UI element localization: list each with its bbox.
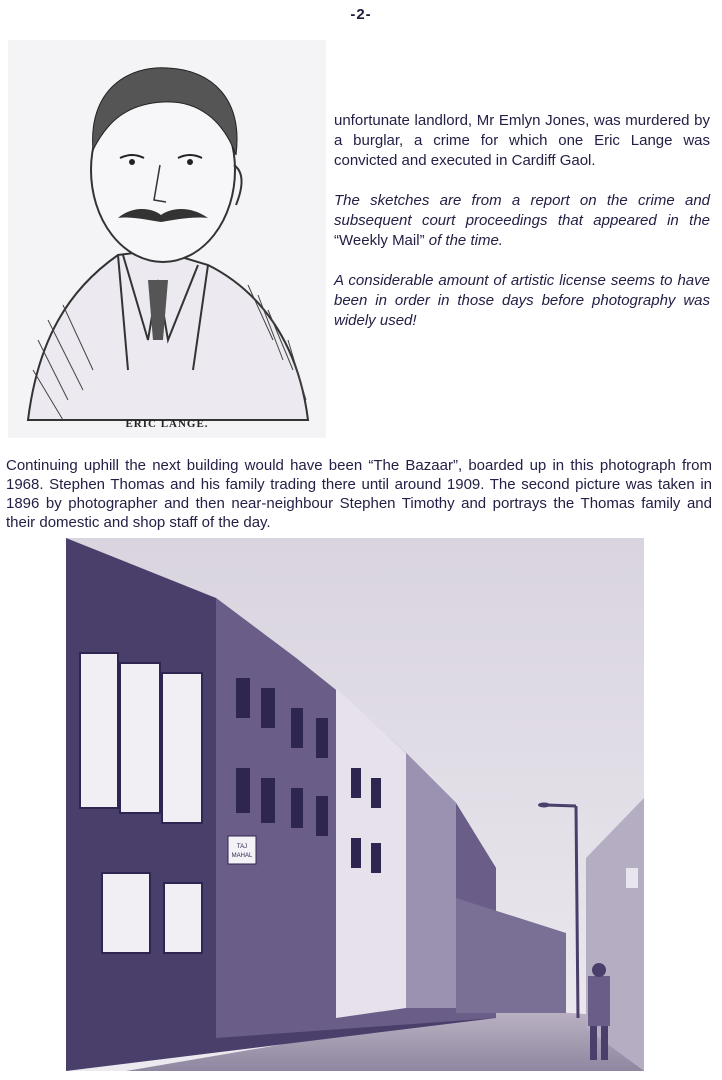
taj-mahal-sign: TAJ [236,844,248,850]
eric-lange-sketch [8,40,326,438]
street-photograph [66,538,644,1071]
side-paragraph-3: A considerable amount of artistic license seems to have been in order in those days before photography was widely used! [334,272,710,329]
body-paragraph: Continuing uphill the next building would have been “The Bazaar”, boarded up in this photograph from 1968. Stephen Thomas and his family trading there until around 1909. The second picture was taken in 1896 by photographer and then near-neighbour Stephen Timothy and portrays the Thomas family and their domestic and shop staff of the day. [6,457,712,531]
side-paragraph-1: unfortunate landlord, Mr Emlyn Jones, was murdered by a burglar, a crime for which one Eric Lange was convicted and executed in Cardiff Gaol. [334,112,710,169]
page-number: -2- [350,6,372,23]
street-scene [66,538,644,1071]
svg-text:MAHAL: MAHAL [231,853,253,859]
sketch-side-text [334,111,710,351]
sketch-caption: ERIC LANGE. [125,418,209,430]
portrait-drawing [8,40,326,438]
side-paragraph-2: The sketches are from a report on the crime and subsequent court proceedings that appeared in the “Weekly Mail” of the time. [334,192,710,249]
